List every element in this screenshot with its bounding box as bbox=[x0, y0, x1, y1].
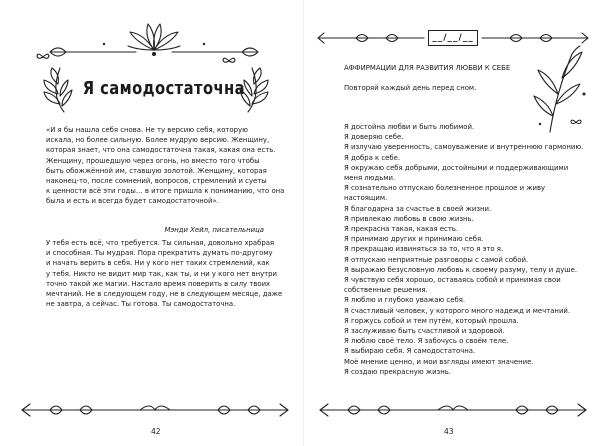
page-number: 43 bbox=[444, 427, 454, 436]
affirmations-subtitle: Повторяй каждый день перед сном. bbox=[344, 84, 477, 92]
body-text: У тебя есть всё, что требуется. Ты сильная, довольно храбрая и способная. Ты мудрая. Пора прекратить думать по-другому и начать верить в себя. Ни у кого нет таких стремлений, как у тебя. Никто не видит мир так, как ты, и ни у кого нет внутри точно такой же магии. Настало время поверить в силу твоих мечтаний. Не в следующем году, не в следующем месяце, даже не завтра, а сейчас. Ты готова. Ты самодостаточна. bbox=[46, 239, 283, 309]
bottom-arrow-ornament bbox=[318, 400, 588, 420]
affirmations-title: АФФИРМАЦИИ ДЛЯ РАЗВИТИЯ ЛЮБВИ К СЕБЕ bbox=[344, 64, 511, 72]
affirmations-list: Я достойна любви и быть любимой. Я доверяю себе. Я излучаю уверенность, самоуважение и внутреннюю гармонию. Я добра к себе. Я окружаю себя добрыми, достойными и поддерживающими меня людьми. Я сознательно отпускаю болезненное прошлое и живу настоящим. Я благодарна за счастье в своей жизни. Я привлекаю любовь в свою жизнь. Я прекрасна такая, какая есть. Я принимаю других и принимаю себя. Я прекращаю извиняться за то, что я это я. Я отпускаю неприятные разговоры с самой собой. Я выражаю безусловную любовь к своему разуму, телу и душе. Я чувствую себя хорошо, оставаясь собой и принимая свои собственные решения. Я люблю и глубоко уважаю себя. Я счастливый человек, у которого много надежд и мечтаний. Я горжусь собой и тем путём, который прошла. Я заслуживаю быть счастливой и здоровой. Я люблю своё тело. Я забочусь о своём теле. Я выбираю себя. Я самодостаточна. Моё мнение ценно, и мои взгляды имеют значение. Я создаю прекрасную жизнь. bbox=[344, 123, 584, 376]
plant-illustration bbox=[532, 44, 592, 134]
top-arrow-ornament bbox=[316, 30, 426, 46]
quote-text: «И я бы нашла себя снова. Не ту версию себя, которую искала, но более сильную. Более мудрую версию. Женщину, которая знает, что она самодостаточна такая, какая она есть. Женщину, прошедшую через огонь, но вместо того чтобы быть обожжённой им, ставшую золотой. Женщину, которая наконец-то, после сомнений, вопросов, стремлений и суеты к ценности всё эти годы… в итоге пришла к пониманию, что она была и есть и всегда будет самодостаточной». bbox=[46, 126, 285, 206]
quote-author: Мэнди Хейл, писательница bbox=[164, 226, 264, 234]
right-page bbox=[304, 0, 608, 446]
page-title: Я самодостаточна bbox=[82, 78, 246, 99]
bottom-arrow-ornament bbox=[20, 400, 290, 420]
date-field[interactable]: __/__/__ bbox=[428, 30, 478, 46]
page-number: 42 bbox=[151, 427, 161, 436]
